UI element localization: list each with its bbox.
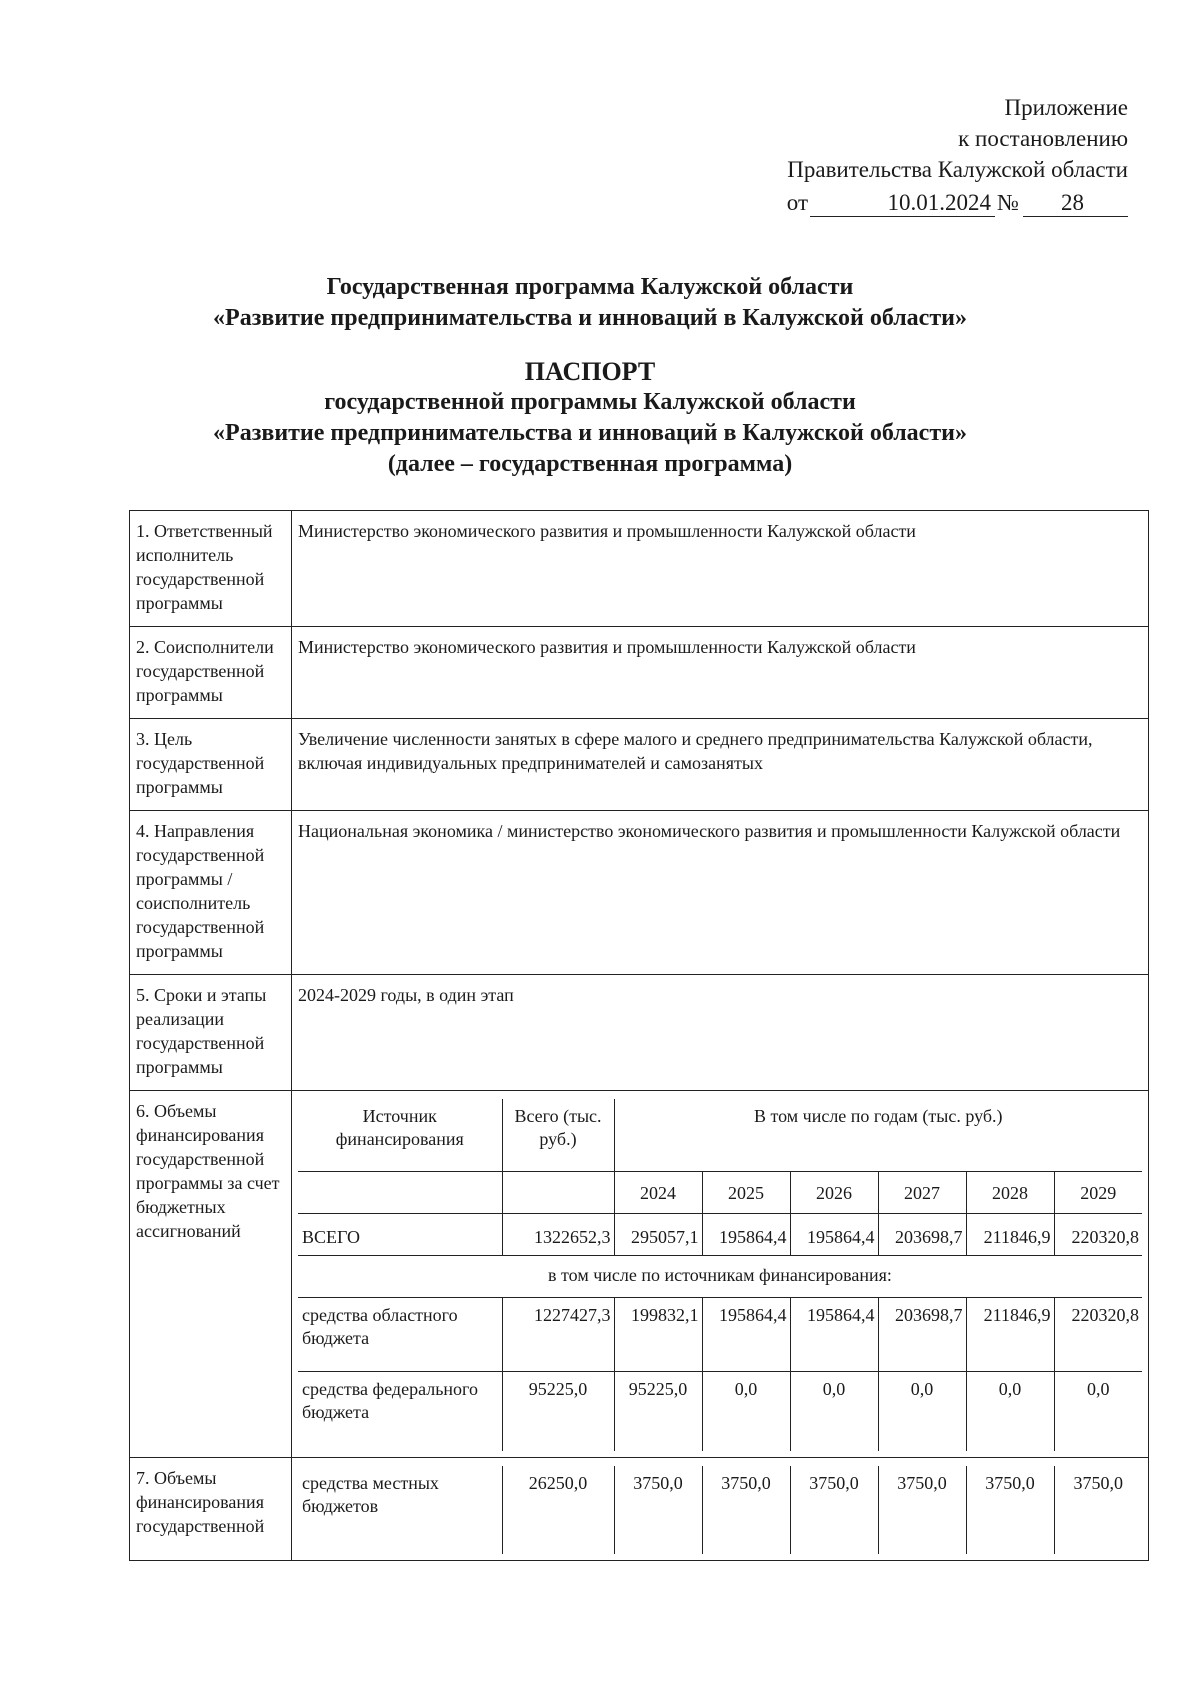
- passport-row: [130, 811, 1149, 975]
- years-header: В том числе по годам (тыс. руб.): [614, 1099, 1142, 1171]
- year-value: 220320,8: [1054, 1297, 1142, 1371]
- program-title-line-2: «Развитие предпринимательства и инноваций в Калужской области»: [213, 305, 967, 331]
- passport-row: [130, 719, 1149, 811]
- year-value: 199832,1: [614, 1297, 702, 1371]
- financing-table-cell: [292, 1091, 1149, 1458]
- financing-label: 6. Объемы финансирования государственной программы за счет бюджетных ассигнований: [130, 1091, 292, 1458]
- year-value: 195864,4: [790, 1213, 878, 1255]
- appendix-block: [787, 92, 1128, 218]
- year-value: 0,0: [1054, 1371, 1142, 1451]
- source-row: [298, 1297, 1142, 1371]
- years-row: [298, 1171, 1142, 1213]
- year-value: 0,0: [966, 1371, 1054, 1451]
- year-value: 0,0: [790, 1371, 878, 1451]
- year-value: 195864,4: [702, 1297, 790, 1371]
- appendix-line-2: к постановлению: [958, 126, 1128, 151]
- passport-table: [129, 510, 1149, 1561]
- appendix-line-3: Правительства Калужской области: [787, 157, 1128, 182]
- financing-table: [298, 1099, 1142, 1451]
- year-value: 195864,4: [790, 1297, 878, 1371]
- year-value: 0,0: [702, 1371, 790, 1451]
- year-value: 211846,9: [966, 1297, 1054, 1371]
- total-value: 1227427,3: [502, 1297, 614, 1371]
- appendix-line-1: Приложение: [1004, 95, 1128, 120]
- source-header: Источник финансирования: [298, 1099, 502, 1171]
- passport-row: [130, 975, 1149, 1091]
- row-label: 4. Направления государственной программы / соисполнитель государственной программы: [130, 811, 292, 975]
- row-label: 1. Ответственный исполнитель государственной программы: [130, 511, 292, 627]
- empty-cell: [298, 1171, 502, 1213]
- local-financing-cell: [292, 1458, 1149, 1561]
- source-name: ВСЕГО: [298, 1213, 502, 1255]
- year-value: 95225,0: [614, 1371, 702, 1451]
- program-title-line-1: Государственная программа Калужской области: [326, 274, 854, 300]
- year-value: 195864,4: [702, 1213, 790, 1255]
- passport-word: ПАСПОРТ: [524, 357, 656, 386]
- source-name: средства областного бюджета: [298, 1297, 502, 1371]
- total-row: [298, 1213, 1142, 1255]
- row-value: Национальная экономика / министерство экономического развития и промышленности Калужской области: [292, 811, 1149, 975]
- year-value: 211846,9: [966, 1213, 1054, 1255]
- passport-row: [130, 627, 1149, 719]
- year-cell: 2026: [790, 1171, 878, 1213]
- financing-row: [130, 1091, 1149, 1458]
- year-value: 3750,0: [614, 1466, 702, 1554]
- year-cell: 2027: [878, 1171, 966, 1213]
- source-row: [298, 1466, 1142, 1554]
- subheader-row: [298, 1255, 1142, 1297]
- row-label: 5. Сроки и этапы реализации государственной программы: [130, 975, 292, 1091]
- source-name: средства федерального бюджета: [298, 1371, 502, 1451]
- year-value: 220320,8: [1054, 1213, 1142, 1255]
- year-value: 3750,0: [702, 1466, 790, 1554]
- year-value: 203698,7: [878, 1213, 966, 1255]
- from-label: от: [786, 190, 809, 215]
- number-label: №: [997, 190, 1019, 215]
- total-value: 95225,0: [502, 1371, 614, 1451]
- year-value: 295057,1: [614, 1213, 702, 1255]
- passport-title: [90, 356, 1090, 480]
- source-row: [298, 1371, 1142, 1451]
- passport-line-3: (далее – государственная программа): [387, 451, 793, 477]
- year-value: 3750,0: [1054, 1466, 1142, 1554]
- year-value: 0,0: [878, 1371, 966, 1451]
- local-financing-row: [130, 1458, 1149, 1561]
- row-label: 2. Соисполнители государственной программы: [130, 627, 292, 719]
- year-value: 3750,0: [878, 1466, 966, 1554]
- program-title: [90, 272, 1090, 334]
- row-value: Министерство экономического развития и промышленности Калужской области: [292, 627, 1149, 719]
- row-value: Министерство экономического развития и промышленности Калужской области: [292, 511, 1149, 627]
- passport-row: [130, 511, 1149, 627]
- row-value: Увеличение численности занятых в сфере малого и среднего предпринимательства Калужской области, включая индивидуальных предпринимателей и самозанятых: [292, 719, 1149, 811]
- year-cell: 2028: [966, 1171, 1054, 1213]
- total-value: 1322652,3: [502, 1213, 614, 1255]
- year-cell: 2024: [614, 1171, 702, 1213]
- sources-subheader: в том числе по источникам финансирования:: [298, 1255, 1142, 1297]
- source-name: средства местных бюджетов: [298, 1466, 502, 1554]
- passport-line-2: «Развитие предпринимательства и инноваций в Калужской области»: [213, 420, 967, 446]
- local-financing-label: 7. Объемы финансирования государственной: [130, 1458, 292, 1561]
- year-cell: 2025: [702, 1171, 790, 1213]
- row-value: 2024-2029 годы, в один этап: [292, 975, 1149, 1091]
- empty-cell: [502, 1171, 614, 1213]
- row-label: 3. Цель государственной программы: [130, 719, 292, 811]
- decree-date-number: [787, 187, 1128, 218]
- year-value: 203698,7: [878, 1297, 966, 1371]
- total-value: 26250,0: [502, 1466, 614, 1554]
- decree-number: 28: [1023, 190, 1128, 217]
- year-value: 3750,0: [790, 1466, 878, 1554]
- year-value: 3750,0: [966, 1466, 1054, 1554]
- passport-line-1: государственной программы Калужской области: [324, 389, 856, 415]
- total-header: Всего (тыс. руб.): [502, 1099, 614, 1171]
- decree-date: 10.01.2024: [810, 190, 995, 217]
- local-financing-table: [298, 1466, 1142, 1554]
- financing-header-row: [298, 1099, 1142, 1171]
- year-cell: 2029: [1054, 1171, 1142, 1213]
